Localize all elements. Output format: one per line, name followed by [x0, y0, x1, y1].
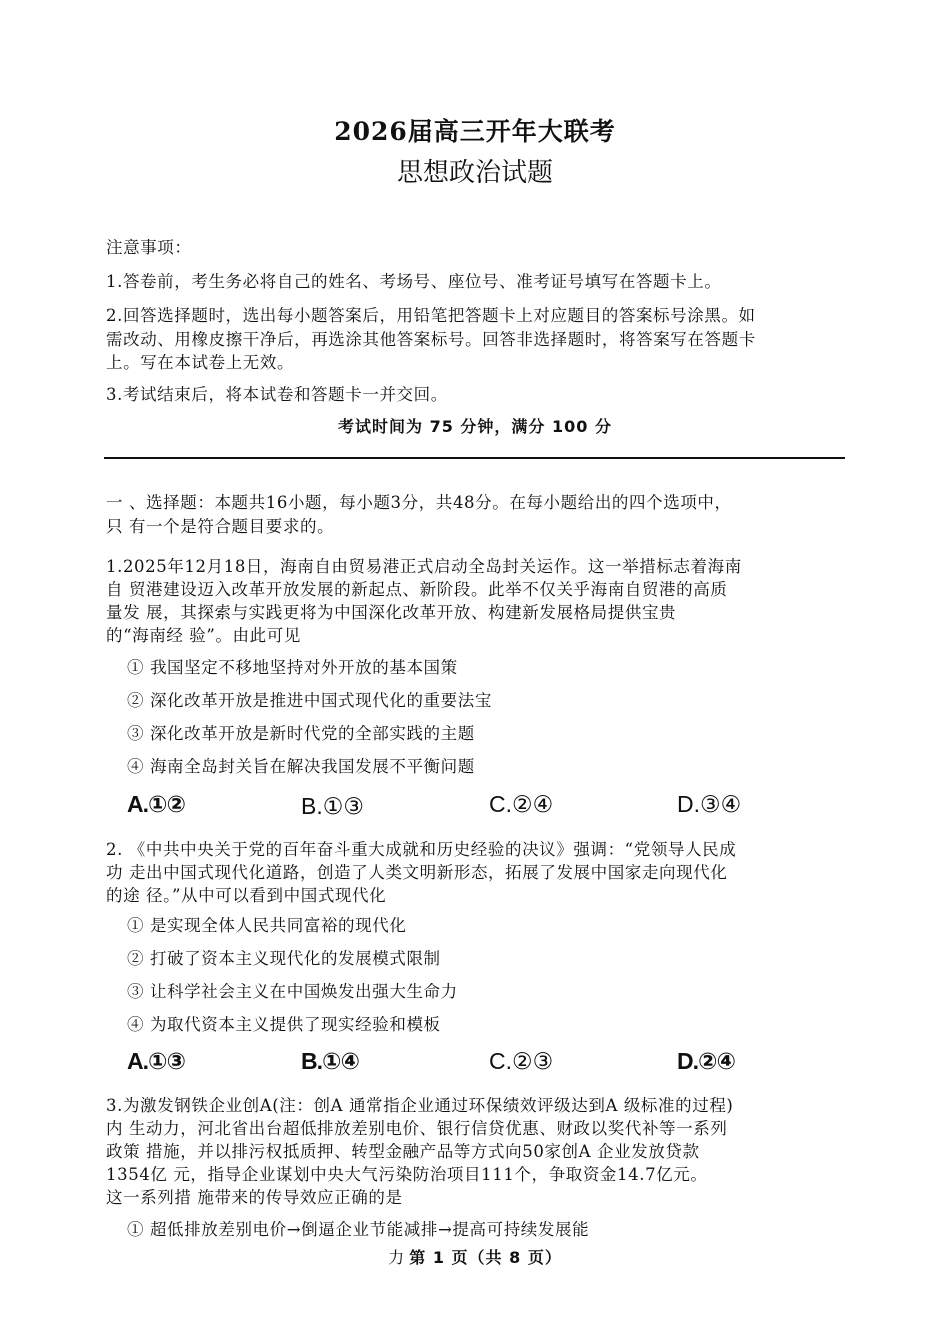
footer-prefix: 力	[388, 1248, 405, 1267]
q1-option-d[interactable]: D.③④	[677, 791, 742, 817]
page-number: 第 1 页（共 8 页）	[409, 1248, 562, 1267]
q2-option-a[interactable]: A.①③	[127, 1048, 185, 1074]
notice-heading: 注意事项：	[106, 238, 192, 257]
q1-stem-line-1: 1.2025年12月18日，海南自由贸易港正式启动全岛封关运作。这一举措标志着海南	[106, 557, 742, 576]
q1-stem-line-3: 量发 展，其探索与实践更将为中国深化改革开放、构建新发展格局提供宝贵	[106, 603, 677, 622]
q2-statement-2: ② 打破了资本主义现代化的发展模式限制	[127, 949, 441, 968]
q3-stem-line-4: 1354亿 元，指导企业谋划中央大气污染防治项目111个，争取资金14.7亿元。	[106, 1165, 708, 1184]
q3-stem-line-1: 3.为激发钢铁企业创A(注：创A 通常指企业通过环保绩效评级达到A 级标准的过程)	[106, 1096, 734, 1115]
q3-stem-line-3: 政策 措施，并以排污权抵质押、转型金融产品等方式向50家创A 企业发放贷款	[106, 1142, 700, 1161]
q1-stem-line-4: 的“海南经 验”。由此可见	[106, 626, 301, 645]
section-1-intro-line-2: 只 有一个是符合题目要求的。	[106, 517, 335, 536]
q2-statement-1: ① 是实现全体人民共同富裕的现代化	[127, 916, 407, 935]
notice-item-2-line-1: 2.回答选择题时，选出每小题答案后，用铅笔把答题卡上对应题目的答案标号涂黑。如	[106, 306, 756, 325]
q2-option-c[interactable]: C.②③	[489, 1048, 554, 1074]
q1-statement-4: ④ 海南全岛封关旨在解决我国发展不平衡问题	[127, 757, 475, 776]
q1-option-a[interactable]: A.①②	[127, 791, 185, 817]
q3-stem-line-2: 内 生动力，河北省出台超低排放差别电价、银行信贷优惠、财政以奖代补等一系列	[106, 1119, 728, 1138]
exam-title: 2026届高三开年大联考	[334, 117, 616, 146]
q1-statement-3: ③ 深化改革开放是新时代党的全部实践的主题	[127, 724, 475, 743]
exam-subject: 思想政治试题	[396, 158, 553, 188]
q2-option-d[interactable]: D.②④	[677, 1048, 735, 1074]
q2-stem-line-2: 功 走出中国式现代化道路，创造了人类文明新形态，拓展了发展中国家走向现代化	[106, 863, 728, 882]
q2-stem-line-3: 的途 径。”从中可以看到中国式现代化	[106, 886, 387, 905]
q1-option-b[interactable]: B.①③	[301, 793, 364, 819]
q1-statement-2: ② 深化改革开放是推进中国式现代化的重要法宝	[127, 691, 492, 710]
q2-option-b[interactable]: B.①④	[301, 1048, 359, 1074]
q3-stem-line-5: 这一系列措 施带来的传导效应正确的是	[106, 1188, 403, 1207]
q2-stem-line-1: 2. 《中共中央关于党的百年奋斗重大成就和历史经验的决议》强调：“党领导人民成	[106, 840, 737, 859]
q1-option-c[interactable]: C.②④	[489, 791, 554, 817]
q2-statement-4: ④ 为取代资本主义提供了现实经验和模板	[127, 1015, 441, 1034]
section-1-intro-line-1: 一 、选择题：本题共16小题，每小题3分，共48分。在每小题给出的四个选项中，	[106, 493, 732, 512]
q2-statement-3: ③ 让科学社会主义在中国焕发出强大生命力	[127, 982, 458, 1001]
notice-item-2-line-2: 需改动、用橡皮擦干净后，再选涂其他答案标号。回答非选择题时，将答案写在答题卡	[106, 330, 756, 349]
q3-statement-1: ① 超低排放差别电价→倒逼企业节能减排→提高可持续发展能	[127, 1220, 590, 1239]
notice-item-1: 1.答卷前，考生务必将自己的姓名、考场号、座位号、准考证号填写在答题卡上。	[106, 272, 722, 291]
page-footer	[0, 1245, 950, 1268]
q1-statement-1: ① 我国坚定不移地坚持对外开放的基本国策	[127, 658, 458, 677]
notice-item-3: 3.考试结束后，将本试卷和答题卡一并交回。	[106, 385, 448, 404]
divider	[104, 457, 845, 459]
q1-stem-line-2: 自 贸港建设迈入改革开放发展的新起点、新阶段。此举不仅关乎海南自贸港的高质	[106, 580, 728, 599]
exam-time-limit: 考试时间为 75 分钟，满分 100 分	[338, 417, 612, 436]
notice-item-2-line-3: 上。写在本试卷上无效。	[106, 353, 295, 372]
